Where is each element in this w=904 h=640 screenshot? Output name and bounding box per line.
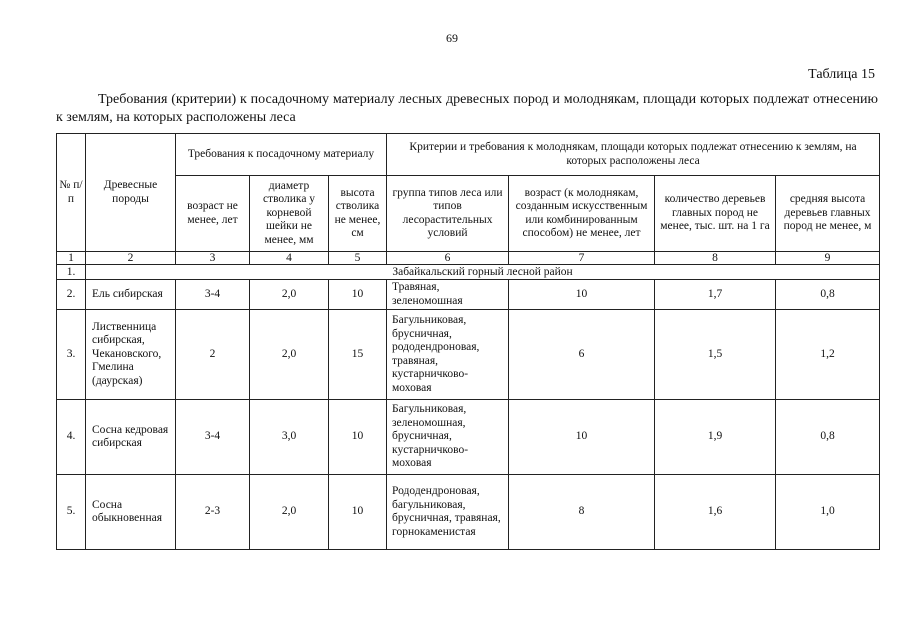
- row-diameter: 3,0: [250, 400, 329, 475]
- row-avg-height: 1,0: [776, 475, 880, 550]
- row-forest-type: Багульниковая, брусничная, рододендроновая, травяная, кустарничково-моховая: [387, 310, 509, 400]
- row-tree-count: 1,9: [655, 400, 776, 475]
- table-label: Таблица 15: [808, 67, 875, 82]
- column-number: 4: [250, 252, 329, 265]
- column-number: 2: [86, 252, 176, 265]
- row-forest-type: Багульниковая, зеленомошная, брусничная, кустарничково-моховая: [387, 400, 509, 475]
- row-forest-type: Травяная, зеленомошная: [387, 280, 509, 310]
- header-young-age: возраст (к молоднякам, созданным искусственным или комбинированным способом) не менее, лет: [509, 176, 655, 252]
- table-row: [57, 310, 880, 400]
- row-tree-count: 1,7: [655, 280, 776, 310]
- row-age: 2: [176, 310, 250, 400]
- header-forest-type: группа типов леса или типов лесорастительных условий: [387, 176, 509, 252]
- column-number-row: [57, 252, 880, 265]
- row-height: 10: [329, 475, 387, 550]
- page-number: 69: [446, 31, 458, 45]
- row-height: 15: [329, 310, 387, 400]
- table-row: [57, 280, 880, 310]
- row-diameter: 2,0: [250, 475, 329, 550]
- header-group-planting: Требования к посадочному материалу: [176, 134, 387, 176]
- row-young-age: 10: [509, 400, 655, 475]
- row-species: Сосна обыкновенная: [86, 475, 176, 550]
- column-number: 9: [776, 252, 880, 265]
- row-diameter: 2,0: [250, 280, 329, 310]
- row-tree-count: 1,6: [655, 475, 776, 550]
- column-number: 1: [57, 252, 86, 265]
- row-young-age: 6: [509, 310, 655, 400]
- table-caption: Требования (критерии) к посадочному материалу лесных древесных пород и молоднякам, площади которых подлежат отнесению к землям, на которых расположены леса: [56, 92, 878, 125]
- row-young-age: 8: [509, 475, 655, 550]
- requirements-table: [56, 133, 880, 550]
- row-avg-height: 0,8: [776, 280, 880, 310]
- row-young-age: 10: [509, 280, 655, 310]
- row-height: 10: [329, 400, 387, 475]
- row-height: 10: [329, 280, 387, 310]
- region-name: Забайкальский горный лесной район: [86, 265, 880, 280]
- row-age: 3-4: [176, 400, 250, 475]
- column-number: 5: [329, 252, 387, 265]
- row-diameter: 2,0: [250, 310, 329, 400]
- region-num: 1.: [57, 265, 86, 280]
- table-row: [57, 400, 880, 475]
- header-tree-count: количество деревьев главных пород не менее, тыс. шт. на 1 га: [655, 176, 776, 252]
- row-tree-count: 1,5: [655, 310, 776, 400]
- row-species: Сосна кедровая сибирская: [86, 400, 176, 475]
- row-species: Ель сибирская: [86, 280, 176, 310]
- header-age: возраст не менее, лет: [176, 176, 250, 252]
- region-row: [57, 265, 880, 280]
- row-avg-height: 0,8: [776, 400, 880, 475]
- row-num: 5.: [57, 475, 86, 550]
- column-number: 7: [509, 252, 655, 265]
- header-row-1: [57, 134, 880, 176]
- row-num: 3.: [57, 310, 86, 400]
- column-number: 6: [387, 252, 509, 265]
- row-species: Лиственница сибирская, Чекановского, Гмелина (даурская): [86, 310, 176, 400]
- column-number: 3: [176, 252, 250, 265]
- header-group-young: Критерии и требования к молоднякам, площади которых подлежат отнесению к землям, на которых расположены леса: [387, 134, 880, 176]
- header-species: Древесные породы: [86, 134, 176, 252]
- header-num: № п/п: [57, 134, 86, 252]
- row-num: 2.: [57, 280, 86, 310]
- column-number: 8: [655, 252, 776, 265]
- row-avg-height: 1,2: [776, 310, 880, 400]
- row-age: 2-3: [176, 475, 250, 550]
- header-row-2: [57, 176, 880, 252]
- row-num: 4.: [57, 400, 86, 475]
- header-height: высота стволика не менее, см: [329, 176, 387, 252]
- row-age: 3-4: [176, 280, 250, 310]
- row-forest-type: Рододендроновая, багульниковая, брусничная, травяная, горнокаменистая: [387, 475, 509, 550]
- header-diameter: диаметр стволика у корневой шейки не менее, мм: [250, 176, 329, 252]
- header-avg-height: средняя высота деревьев главных пород не менее, м: [776, 176, 880, 252]
- table-row: [57, 475, 880, 550]
